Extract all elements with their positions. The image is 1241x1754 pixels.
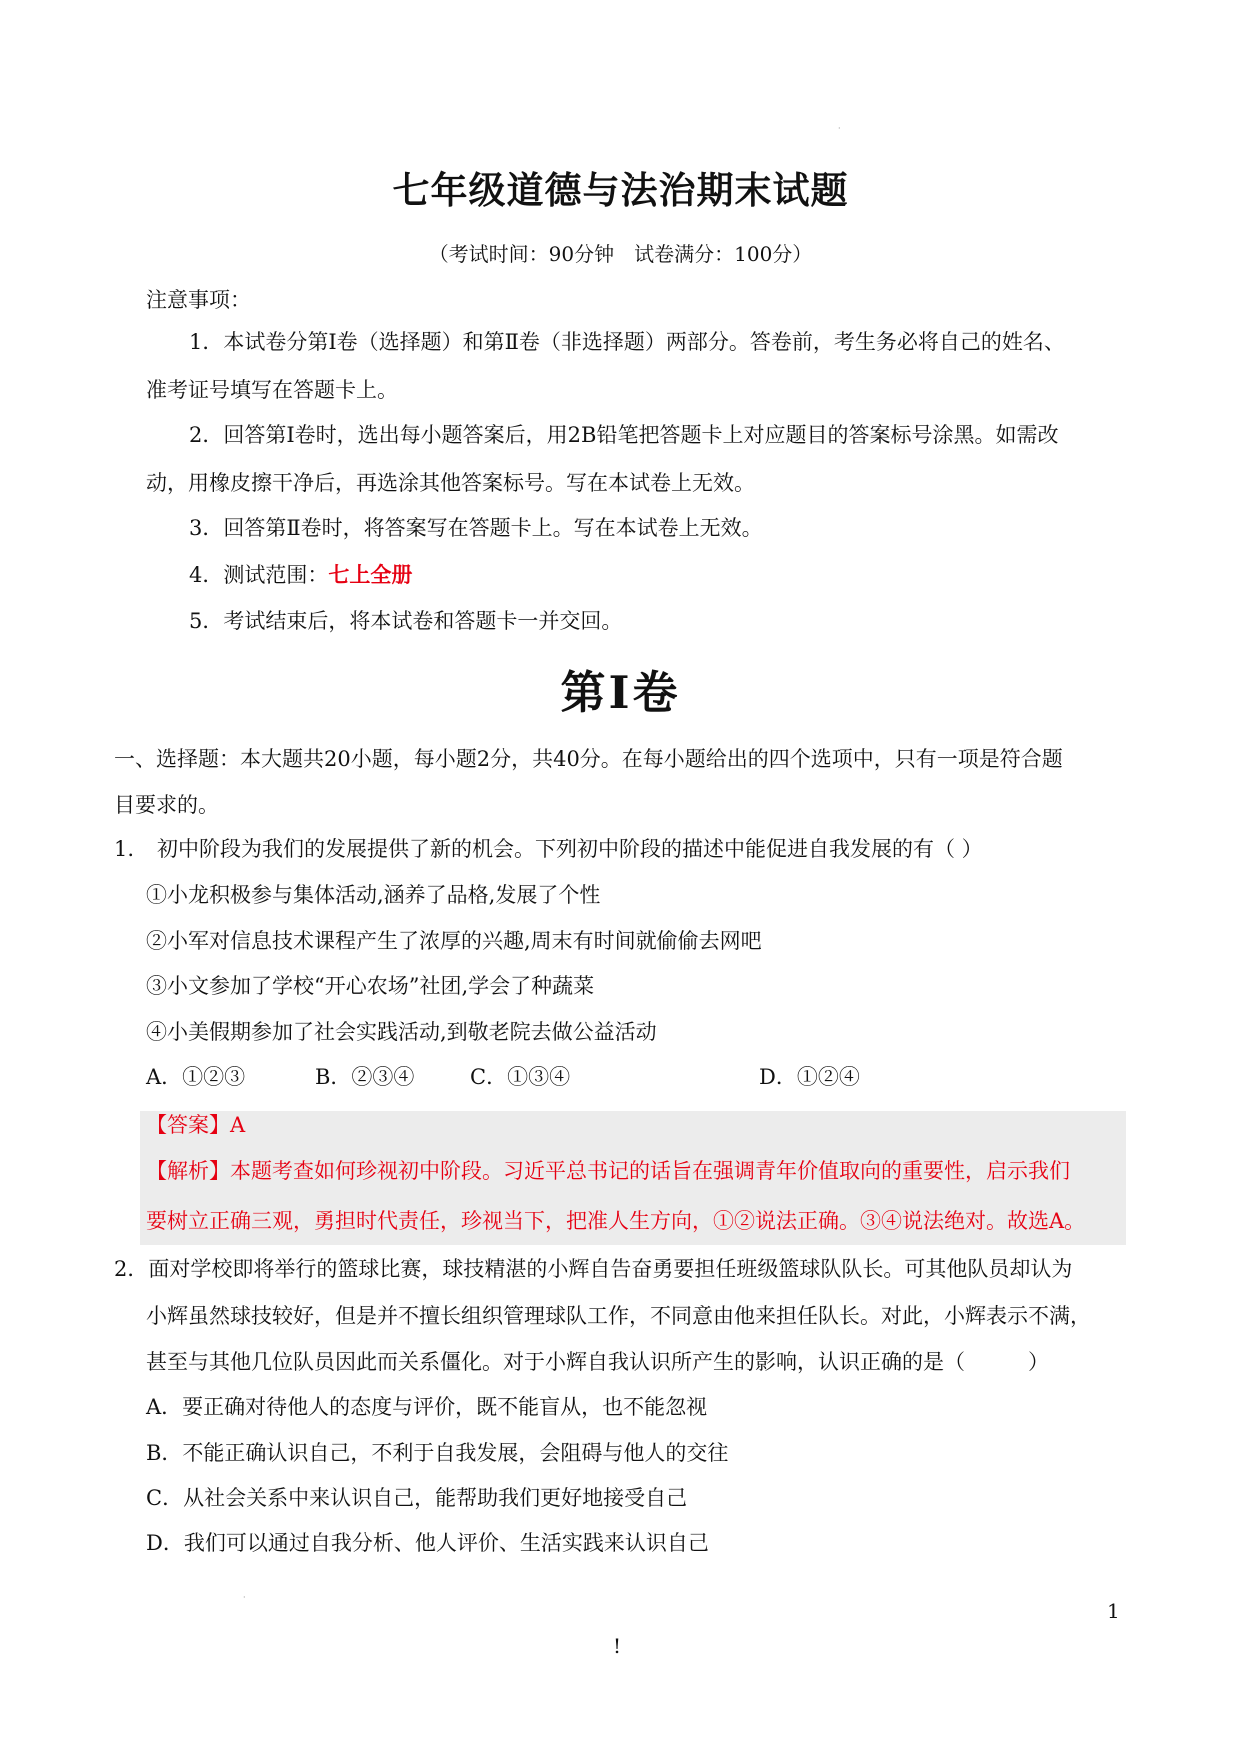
volume-title: 第Ⅰ卷 <box>560 666 681 719</box>
analysis-text: 本题考查如何珍视初中阶段。习近平总书记的话旨在强调青年价值取向的重要性，启示我们 <box>230 1159 1070 1183</box>
scan-speck: · <box>838 124 841 133</box>
notice-heading: 注意事项： <box>146 288 251 312</box>
notice-item-2: 2．回答第Ⅰ卷时，选出每小题答案后，用2B铅笔把答题卡上对应题目的答案标号涂黑。如需改 <box>189 423 1059 447</box>
option-b: B．不能正确认识自己，不利于自我发展，会阻碍与他人的交往 <box>146 1441 729 1465</box>
section-instructions: 一、选择题：本大题共20小题，每小题2分，共40分。在每小题给出的四个选项中，只有一项是符合题 <box>114 747 1063 771</box>
analysis-text-cont: 要树立正确三观，勇担时代责任，珍视当下，把准人生方向，①②说法正确。③④说法绝对。故选A。 <box>146 1209 1086 1233</box>
option-b: B．②③④ <box>315 1065 415 1089</box>
option-d: D．①②④ <box>759 1065 860 1089</box>
option-a: A．要正确对待他人的态度与评价，既不能盲从，也不能忽视 <box>146 1395 708 1419</box>
option-c: C．①③④ <box>470 1065 571 1089</box>
notice-item-1-cont: 准考证号填写在答题卡上。 <box>146 378 398 402</box>
question-stem-cont: 小辉虽然球技较好，但是并不擅长组织管理球队工作，不同意由他来担任队长。对此，小辉表示不满， <box>146 1304 1091 1328</box>
notice-item-1: 1．本试卷分第Ⅰ卷（选择题）和第Ⅱ卷（非选择题）两部分。答卷前，考生务必将自己的姓名、 <box>189 330 1065 354</box>
page-number: 1 <box>1107 1599 1120 1623</box>
option-c: C．从社会关系中来认识自己，能帮助我们更好地接受自己 <box>146 1486 688 1510</box>
statement-item: ④小美假期参加了社会实践活动,到敬老院去做公益活动 <box>146 1020 657 1044</box>
analysis-tag: 【解析】 <box>146 1159 230 1183</box>
page-title: 七年级道德与法治期末试题 <box>392 168 849 212</box>
statement-item: ②小军对信息技术课程产生了浓厚的兴趣,周末有时间就偷偷去网吧 <box>146 929 762 953</box>
question-number: 1. <box>114 837 135 861</box>
question-stem-cont: 甚至与其他几位队员因此而关系僵化。对于小辉自我认识所产生的影响，认识正确的是（ ） <box>146 1350 1049 1374</box>
notice-item-3: 3．回答第Ⅱ卷时，将答案写在答题卡上。写在本试卷上无效。 <box>189 516 763 540</box>
option-d: D．我们可以通过自我分析、他人评价、生活实践来认识自己 <box>146 1531 709 1555</box>
section-instructions-cont: 目要求的。 <box>114 793 219 817</box>
notice-item-2-cont: 动，用橡皮擦干净后，再选涂其他答案标号。写在本试卷上无效。 <box>146 471 755 495</box>
test-scope: 七上全册 <box>328 562 413 587</box>
notice-item-4 <box>189 561 412 589</box>
notice-item-4-label: 4．测试范围： <box>189 563 329 587</box>
footer-mark: ! <box>613 1634 622 1658</box>
question-stem: 2．面对学校即将举行的篮球比赛，球技精湛的小辉自告奋勇要担任班级篮球队队长。可其他队员却认为 <box>114 1257 1073 1281</box>
analysis-line <box>146 1157 1070 1185</box>
statement-item: ①小龙积极参与集体活动,涵养了品格,发展了个性 <box>146 883 601 907</box>
exam-time-info: （考试时间：90分钟 试卷满分：100分） <box>428 242 813 266</box>
notice-item-5: 5．考试结束后，将本试卷和答题卡一并交回。 <box>189 609 623 633</box>
answer-tag: 【答案】 <box>146 1113 230 1137</box>
statement-item: ③小文参加了学校“开心农场”社团,学会了种蔬菜 <box>146 974 595 998</box>
question-stem: 初中阶段为我们的发展提供了新的机会。下列初中阶段的描述中能促进自我发展的有（ ） <box>157 837 983 861</box>
scan-speck: · <box>243 1593 246 1602</box>
answer-line <box>146 1111 245 1139</box>
answer-value: A <box>230 1113 246 1137</box>
option-a: A．①②③ <box>146 1065 246 1089</box>
